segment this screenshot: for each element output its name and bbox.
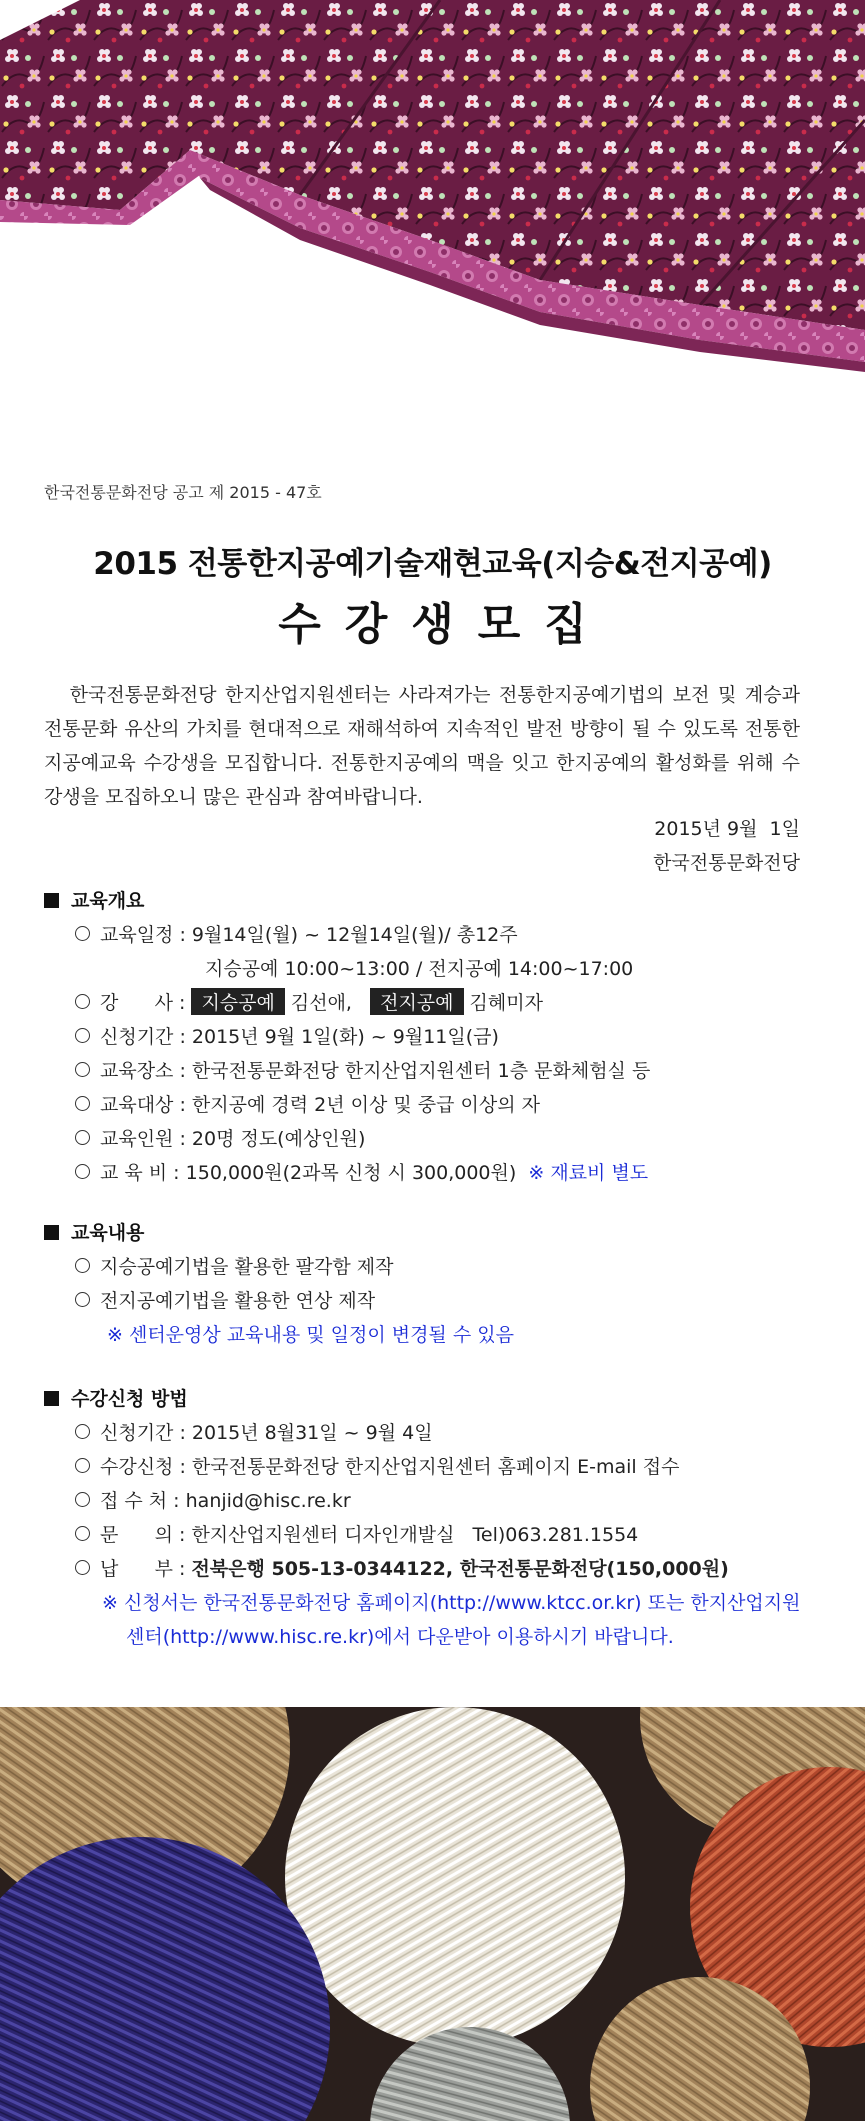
target-label: 교육대상 : [100, 1094, 186, 1116]
section-content-title: 교육내용 [71, 1222, 145, 1244]
inquiry-label: 문 의 : [100, 1524, 186, 1546]
apply-method-row [75, 1452, 679, 1479]
hanji-octagonal-box-image [0, 0, 865, 380]
apply-contact-row [75, 1486, 351, 1513]
content-item-2 [75, 1286, 375, 1313]
intro-paragraph [44, 678, 800, 814]
page-subtitle: 수강생모집 [278, 599, 611, 650]
content-item-2-text: 전지공예기법을 활용한 연상 제작 [100, 1290, 376, 1312]
instructor-tag-jiseung: 지승공예 [191, 988, 284, 1015]
circle-bullet-icon [75, 1062, 90, 1077]
target-value: 한지공예 경력 2년 이상 및 중급 이상의 자 [191, 1094, 540, 1116]
notice-number: 한국전통문화전당 공고 제 2015 - 47호 [44, 483, 322, 502]
section-apply-title: 수강신청 방법 [71, 1388, 188, 1410]
fee-note: ※ 재료비 별도 [528, 1162, 649, 1184]
place-value: 한국전통문화전당 한지산업지원센터 1층 문화체험실 등 [191, 1060, 651, 1082]
square-bullet-icon [44, 1391, 59, 1406]
yarn-balls-image [0, 1707, 865, 2121]
apply-payment-row [75, 1554, 729, 1581]
content-item-1-text: 지승공예기법을 활용한 팔각함 제작 [100, 1256, 394, 1278]
overview-schedule-time: 지승공예 10:00~13:00 / 전지공예 14:00~17:00 [205, 958, 634, 980]
square-bullet-icon [44, 893, 59, 908]
apply-inquiry-row [75, 1520, 638, 1547]
overview-people-row [75, 1124, 365, 1151]
section-content-heading [44, 1218, 144, 1245]
intro-text: 한국전통문화전당 한지산업지원센터는 사라져가는 전통한지공예기법의 보전 및 계승과 전통문화 유산의 가치를 현대적으로 재해석하여 지속적인 발전 방향이 될 수 있도록 전통한지공예교육 수강생을 모집합니다. 전통한지공예의 맥을 잇고 한지공예의 활성화를 위해 수강생을 모집하오니 많은 관심과 참여바랍니다. [44, 684, 800, 808]
period-label: 신청기간 : [100, 1422, 186, 1444]
circle-bullet-icon [75, 1096, 90, 1111]
overview-apply-row [75, 1022, 499, 1049]
inquiry-value: 한지산업지원센터 디자인개발실 Tel)063.281.1554 [191, 1524, 639, 1546]
apply-note-line2: 센터(http://www.hisc.re.kr)에서 다운받아 이용하시기 바랍니다. [126, 1626, 674, 1648]
apply-note-line1: ※ 신청서는 한국전통문화전당 홈페이지(http://www.ktcc.or.kr) 또는 한지산업지원 [102, 1592, 801, 1614]
circle-bullet-icon [75, 1292, 90, 1307]
instructor-name-1: 김선애, [290, 992, 352, 1014]
method-label: 수강신청 : [100, 1456, 186, 1478]
overview-instructor-row [75, 988, 543, 1015]
circle-bullet-icon [75, 1258, 90, 1273]
section-apply-heading [44, 1384, 188, 1411]
circle-bullet-icon [75, 1130, 90, 1145]
people-value: 20명 정도(예상인원) [191, 1128, 366, 1150]
circle-bullet-icon [75, 1526, 90, 1541]
period-value: 2015년 8월31일 ~ 9월 4일 [191, 1422, 433, 1444]
people-label: 교육인원 : [100, 1128, 186, 1150]
contact-email[interactable]: hanjid@hisc.re.kr [185, 1490, 351, 1512]
instructor-tag-jeonji: 전지공예 [370, 988, 463, 1015]
schedule-value: 9월14일(월) ~ 12월14일(월)/ 총12주 [191, 924, 518, 946]
apply-label: 신청기간 : [100, 1026, 186, 1048]
circle-bullet-icon [75, 1492, 90, 1507]
overview-target-row [75, 1090, 540, 1117]
hanji-box-illustration [0, 0, 865, 380]
contact-label: 접 수 처 : [100, 1490, 180, 1512]
section-overview-heading [44, 886, 144, 913]
payment-label: 납 부 : [100, 1558, 186, 1580]
apply-value: 2015년 9월 1일(화) ~ 9월11일(금) [191, 1026, 499, 1048]
content-note: ※ 센터운영상 교육내용 및 일정이 변경될 수 있음 [107, 1324, 514, 1346]
instructor-name-2: 김혜미자 [469, 992, 543, 1014]
circle-bullet-icon [75, 1028, 90, 1043]
circle-bullet-icon [75, 1458, 90, 1473]
method-value: 한국전통문화전당 한지산업지원센터 홈페이지 E-mail 접수 [191, 1456, 680, 1478]
overview-schedule-row [75, 920, 518, 947]
circle-bullet-icon [75, 1560, 90, 1575]
notice-organization: 한국전통문화전당 [653, 852, 800, 874]
circle-bullet-icon [75, 1164, 90, 1179]
apply-period-row [75, 1418, 433, 1445]
place-label: 교육장소 : [100, 1060, 186, 1082]
circle-bullet-icon [75, 1424, 90, 1439]
overview-fee-row [75, 1158, 648, 1185]
yarn-balls-illustration [0, 1707, 865, 2121]
fee-value: 150,000원(2과목 신청 시 300,000원) [185, 1162, 517, 1184]
content-item-1 [75, 1252, 393, 1279]
section-overview-title: 교육개요 [71, 890, 145, 912]
fee-label: 교 육 비 : [100, 1162, 180, 1184]
square-bullet-icon [44, 1225, 59, 1240]
page-title: 2015 전통한지공예기술재현교육(지승&전지공예) [93, 546, 772, 582]
circle-bullet-icon [75, 994, 90, 1009]
schedule-label: 교육일정 : [100, 924, 186, 946]
circle-bullet-icon [75, 926, 90, 941]
notice-date: 2015년 9월 1일 [654, 818, 800, 840]
overview-place-row [75, 1056, 650, 1083]
instructor-label: 강 사 : [100, 992, 186, 1014]
payment-value: 전북은행 505-13-0344122, 한국전통문화전당(150,000원) [191, 1558, 729, 1580]
